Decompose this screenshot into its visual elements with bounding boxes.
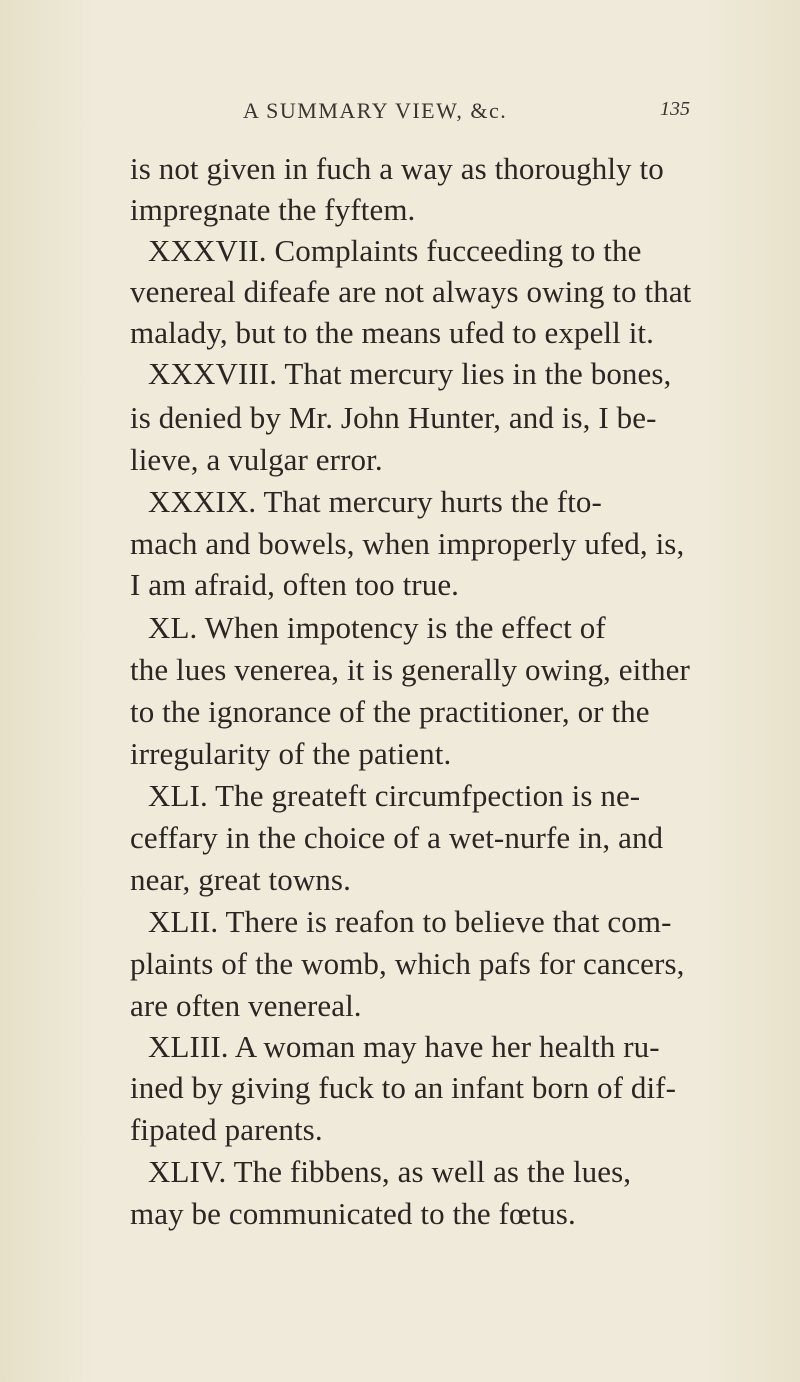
text-line: irregularity of the patient. (130, 736, 452, 771)
text-line: may be communicated to the fœtus. (130, 1196, 576, 1231)
text-line: lieve, a vulgar error. (130, 442, 383, 477)
text-line: XLIII. A woman may have her health ru- (148, 1029, 660, 1064)
text-line: impregnate the fyftem. (130, 192, 416, 227)
text-line: the lues venerea, it is generally owing, either (130, 652, 690, 687)
text-line: ined by giving fuck to an infant born of dif- (130, 1070, 677, 1105)
running-head (0, 98, 800, 128)
text-line: XXXVIII. That mercury lies in the bones, (148, 356, 672, 391)
text-line: near, great towns. (130, 862, 351, 897)
text-line: XLIV. The fibbens, as well as the lues, (148, 1154, 632, 1189)
text-line: XLI. The greateft circumfpection is ne- (148, 778, 641, 813)
running-title: A SUMMARY VIEW, &c. (243, 98, 508, 123)
text-line: is denied by Mr. John Hunter, and is, I be- (130, 400, 657, 435)
text-line: ceffary in the choice of a wet-nurfe in, and (130, 820, 664, 855)
text-line: plaints of the womb, which pafs for cancers, (130, 946, 685, 981)
text-line: fipated parents. (130, 1112, 323, 1147)
text-line: are often venereal. (130, 988, 362, 1023)
text-line: mach and bowels, when improperly ufed, is, (130, 526, 685, 561)
text-line: is not given in fuch a way as thoroughly to (130, 151, 664, 186)
text-line: XXXVII. Complaints fucceeding to the (148, 233, 642, 268)
text-line: I am afraid, often too true. (130, 567, 460, 602)
text-line: malady, but to the means ufed to expell it. (130, 315, 654, 350)
text-line: to the ignorance of the practitioner, or the (130, 694, 650, 729)
page-number: 135 (660, 98, 690, 120)
text-line: XL. When impotency is the effect of (148, 610, 606, 645)
text-line: venereal difeafe are not always owing to that (130, 274, 692, 309)
text-line: XLII. There is reafon to believe that com- (148, 904, 672, 939)
text-line: XXXIX. That mercury hurts the fto- (148, 484, 602, 519)
